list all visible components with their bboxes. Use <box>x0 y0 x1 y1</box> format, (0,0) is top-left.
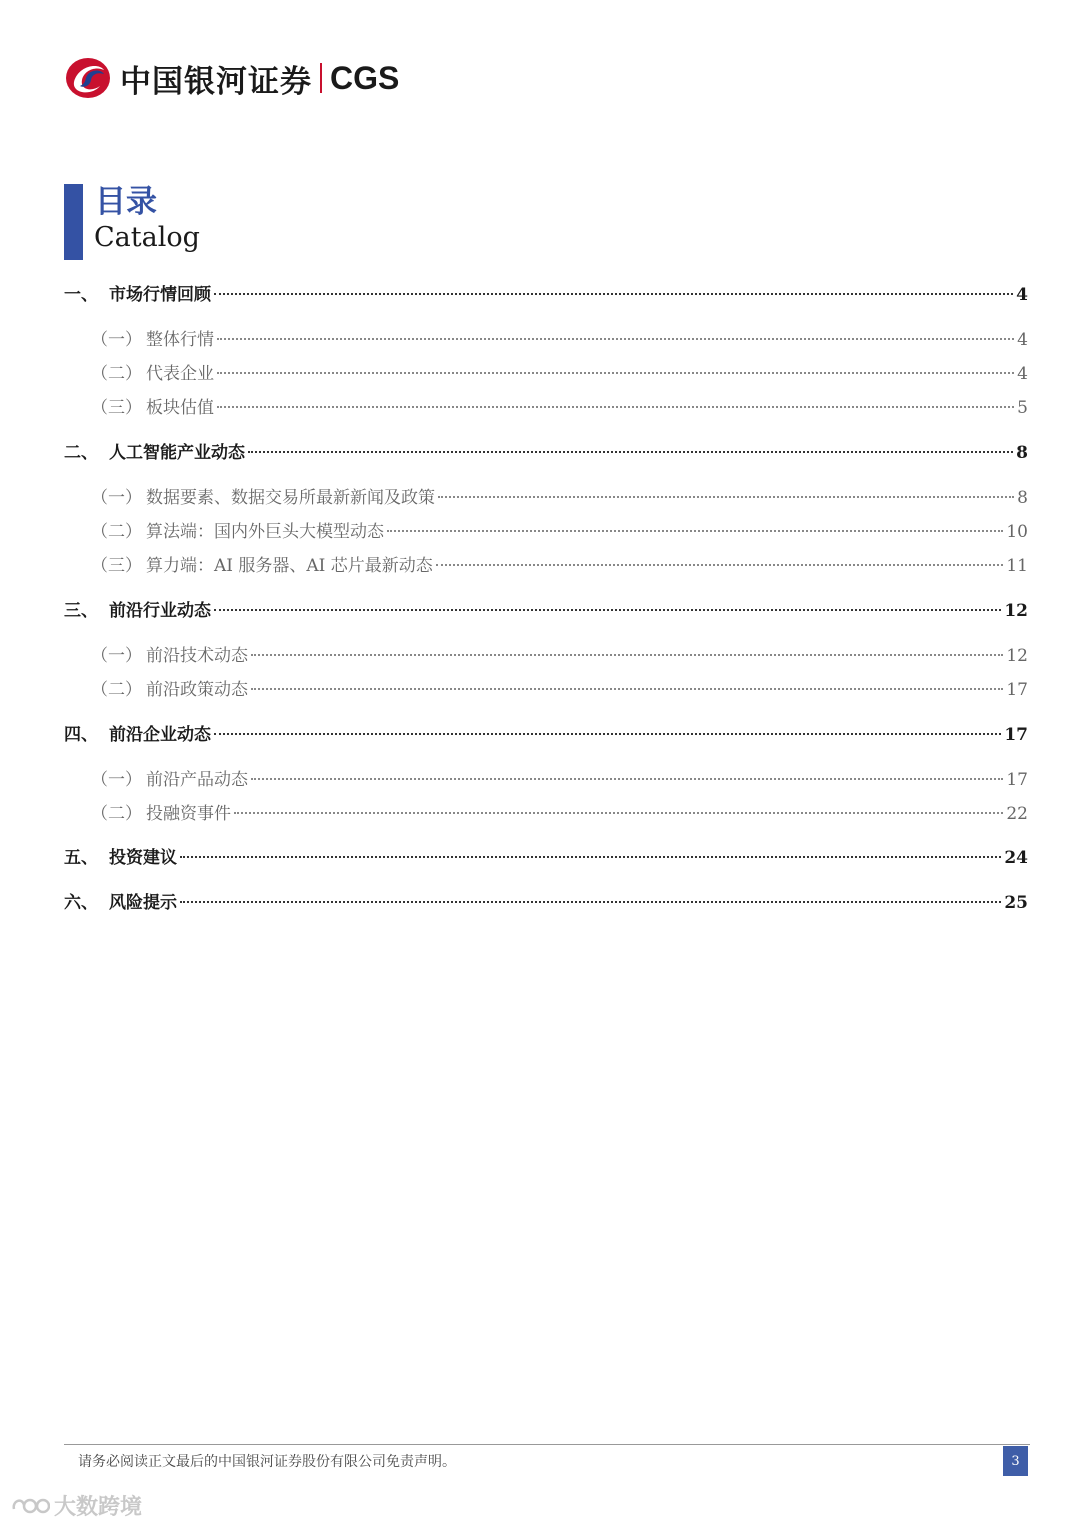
toc-page-number: 4 <box>1017 330 1028 350</box>
toc-section[interactable] <box>64 280 1028 310</box>
toc-title: 前沿行业动态 <box>109 601 211 621</box>
toc-subsection[interactable] <box>64 551 1028 581</box>
toc-title: 投融资事件 <box>146 804 231 824</box>
logo-chinese-name: 中国银河证券 <box>120 63 312 100</box>
toc-page-number: 11 <box>1006 556 1028 576</box>
toc-page-number: 25 <box>1004 893 1028 913</box>
toc-leader-dots <box>214 292 1013 295</box>
toc-page-number: 4 <box>1016 285 1028 305</box>
toc-subsection[interactable] <box>64 641 1028 671</box>
toc-page-number: 24 <box>1004 848 1028 868</box>
toc-subsection[interactable] <box>64 675 1028 705</box>
catalog-title-cn: 目录 <box>95 184 157 220</box>
footer-disclaimer: 请务必阅读正文最后的中国银河证券股份有限公司免责声明。 <box>78 1454 456 1470</box>
toc-leader-dots <box>214 732 1001 735</box>
watermark-logo-icon <box>10 1495 50 1517</box>
toc-title: 算力端：AI 服务器、AI 芯片最新动态 <box>146 556 433 576</box>
toc-leader-dots <box>387 529 1003 532</box>
toc-number: （二） <box>91 364 142 384</box>
toc-title: 前沿技术动态 <box>146 646 248 666</box>
toc-title: 前沿企业动态 <box>109 725 211 745</box>
toc-leader-dots <box>214 608 1001 611</box>
logo-separator <box>320 63 322 93</box>
toc-section[interactable] <box>64 596 1028 626</box>
toc-title: 算法端：国内外巨头大模型动态 <box>146 522 384 542</box>
toc-section[interactable] <box>64 888 1028 918</box>
toc-subsection[interactable] <box>64 765 1028 795</box>
toc-title: 整体行情 <box>146 330 214 350</box>
watermark-text: 大数跨境 <box>54 1495 143 1520</box>
toc-number: 四、 <box>64 725 98 745</box>
footer-divider <box>64 1444 1030 1445</box>
toc-title: 人工智能产业动态 <box>109 443 245 463</box>
catalog-title-en: Catalog <box>94 222 200 253</box>
toc-page-number: 17 <box>1006 680 1028 700</box>
toc-leader-dots <box>438 495 1014 498</box>
toc-number: （二） <box>91 804 142 824</box>
toc-leader-dots <box>217 337 1014 340</box>
toc-page-number: 12 <box>1006 646 1028 666</box>
toc-page-number: 17 <box>1004 725 1028 745</box>
toc-title: 风险提示 <box>109 893 177 913</box>
toc-page-number: 8 <box>1017 488 1028 508</box>
toc-title: 投资建议 <box>109 848 177 868</box>
toc-leader-dots <box>436 563 1004 566</box>
toc-title: 数据要素、数据交易所最新新闻及政策 <box>146 488 435 508</box>
toc-number: 六、 <box>64 893 98 913</box>
toc-title: 板块估值 <box>146 398 214 418</box>
toc-leader-dots <box>217 405 1014 408</box>
brand-logo <box>64 54 399 102</box>
toc-leader-dots <box>251 653 1003 656</box>
toc-number: 五、 <box>64 848 98 868</box>
toc-subsection[interactable] <box>64 359 1028 389</box>
toc-page-number: 10 <box>1006 522 1028 542</box>
toc-number: （一） <box>91 770 142 790</box>
toc-subsection[interactable] <box>64 517 1028 547</box>
toc-number: 二、 <box>64 443 98 463</box>
toc-subsection[interactable] <box>64 799 1028 829</box>
toc-number: （三） <box>91 556 142 576</box>
toc-section[interactable] <box>64 438 1028 468</box>
toc-section[interactable] <box>64 843 1028 873</box>
toc-number: （一） <box>91 330 142 350</box>
toc-number: （二） <box>91 522 142 542</box>
toc-subsection[interactable] <box>64 393 1028 423</box>
toc-number: （二） <box>91 680 142 700</box>
toc-number: 三、 <box>64 601 98 621</box>
toc-leader-dots <box>248 450 1013 453</box>
cgs-logo-icon <box>64 56 112 100</box>
toc-leader-dots <box>251 777 1003 780</box>
toc-leader-dots <box>251 687 1003 690</box>
toc-number: （一） <box>91 646 142 666</box>
toc-title: 市场行情回顾 <box>109 285 211 305</box>
toc-page-number: 5 <box>1017 398 1028 418</box>
toc-number: （三） <box>91 398 142 418</box>
toc-page-number: 12 <box>1004 601 1028 621</box>
toc-page-number: 22 <box>1006 804 1028 824</box>
toc-leader-dots <box>234 811 1003 814</box>
heading-accent-bar <box>64 184 83 260</box>
toc-subsection[interactable] <box>64 325 1028 355</box>
toc-leader-dots <box>180 855 1001 858</box>
logo-english-name: CGS <box>330 59 400 96</box>
toc-title: 代表企业 <box>146 364 214 384</box>
toc-leader-dots <box>180 900 1001 903</box>
page-number: 3 <box>1003 1446 1028 1476</box>
toc-number: 一、 <box>64 285 98 305</box>
toc-title: 前沿产品动态 <box>146 770 248 790</box>
toc-number: （一） <box>91 488 142 508</box>
toc-page-number: 8 <box>1016 443 1028 463</box>
toc-section[interactable] <box>64 720 1028 750</box>
toc-subsection[interactable] <box>64 483 1028 513</box>
toc-leader-dots <box>217 371 1014 374</box>
toc-page-number: 17 <box>1006 770 1028 790</box>
toc-title: 前沿政策动态 <box>146 680 248 700</box>
watermark <box>10 1490 142 1521</box>
toc-page-number: 4 <box>1017 364 1028 384</box>
